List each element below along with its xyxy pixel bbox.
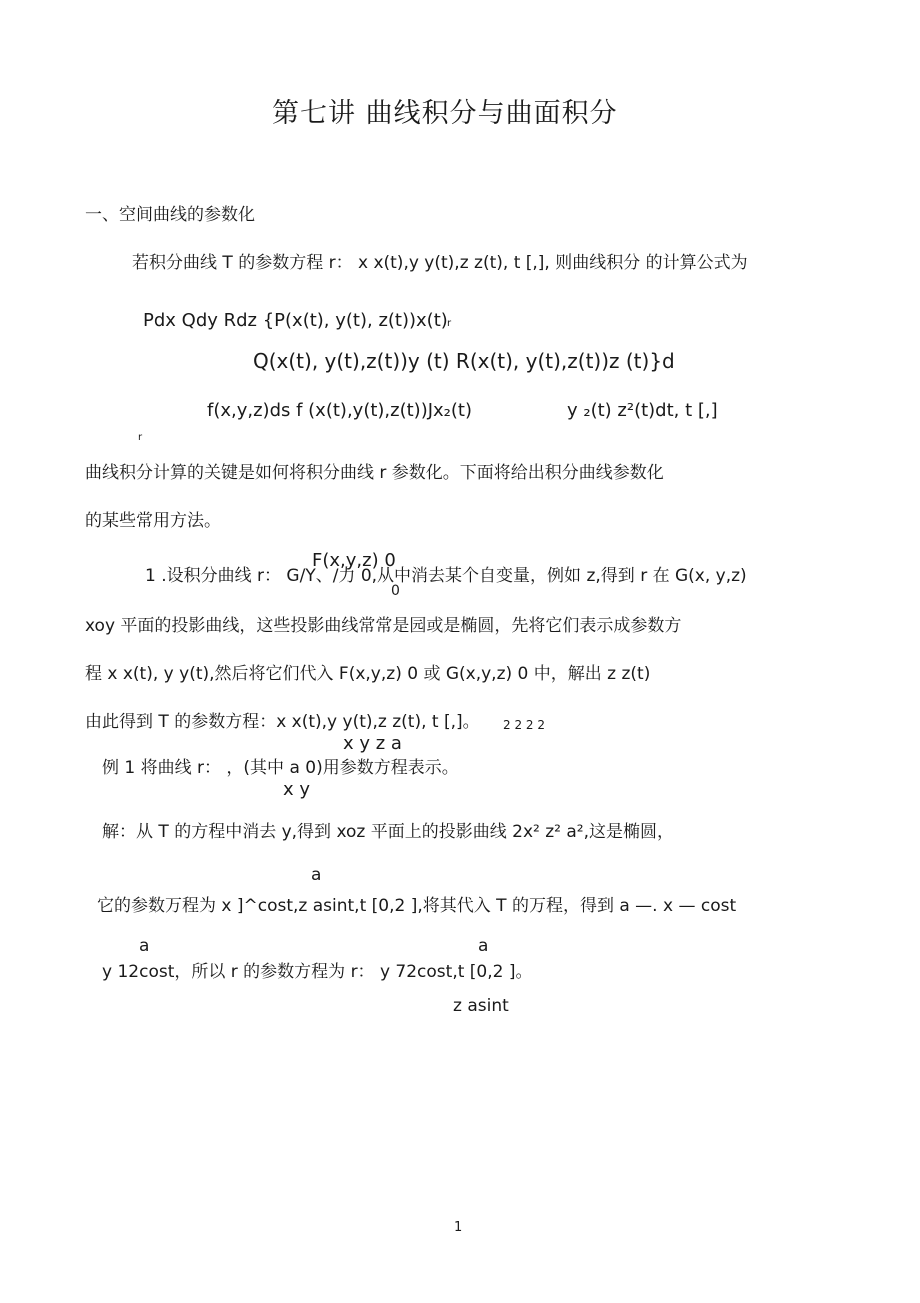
method1-paragraph-4: 由此得到 T 的参数方程：x x(t),y y(t),z z(t), t [,]。 [85, 712, 480, 732]
formula-line-1-subscript: r [447, 318, 452, 329]
solution-line-1: 解：从 T 的方程中消去 y,得到 xoz 平面上的投影曲线 2x² z² a²,这是椭圆， [102, 822, 675, 842]
intro-paragraph: 若积分曲线 T 的参数方程 r： x x(t),y y(t),z z(t), t [,], 则曲线积分 的计算公式为 [132, 253, 748, 273]
solution-a-2: a [139, 936, 150, 956]
method1-line: 1 .设积分曲线 r： G/Y、/力 0,从中消去某个自变量，例如 z,得到 r 在 G(x, y,z) [145, 566, 747, 586]
example1-line: 例 1 将曲线 r： ，(其中 a 0)用参数方程表示。 [102, 758, 459, 778]
formula-line-1: Pdx Qdy Rdz {P(x(t), y(t), z(t))x(t) [143, 310, 448, 331]
method1-paragraph-2: xoy 平面的投影曲线，这些投影曲线常常是园或是椭圆，先将它们表示成参数方 [85, 616, 682, 636]
example1-bottom: x y [283, 779, 311, 800]
solution-a-3: a [478, 936, 489, 956]
key-paragraph-line-2: 的某些常用方法。 [85, 511, 221, 531]
example1-top: x y z a [343, 733, 402, 754]
method1-fraction-bottom: 0 [391, 583, 400, 599]
formula-line-3-subscript: r [138, 432, 143, 443]
page-title: 第七讲 曲线积分与曲面积分 [272, 98, 618, 129]
solution-line-2: 它的参数万程为 x ]^cost,z asint,t [0,2 ],将其代入 T 的万程，得到 a —. x — cost [97, 896, 737, 916]
section-heading: 一、空间曲线的参数化 [85, 205, 255, 225]
formula-line-2: Q(x(t), y(t),z(t))y (t) R(x(t), y(t),z(t))z (t)}d [253, 349, 675, 373]
method1-superscripts: 2 2 2 2 [503, 718, 545, 732]
formula-line-3: f(x,y,z)ds f (x(t),y(t),z(t))Jx₂(t) [207, 400, 472, 421]
method1-paragraph-3: 程 x x(t), y y(t),然后将它们代入 F(x,y,z) 0 或 G(x,y,z) 0 中，解出 z z(t) [85, 664, 651, 684]
solution-line-3: y 12cost，所以 r 的参数方程为 r： y 72cost,t [0,2 ]。 [102, 962, 533, 982]
key-paragraph-line-1: 曲线积分计算的关键是如何将积分曲线 r 参数化。下面将给出积分曲线参数化 [85, 463, 664, 483]
page-number: 1 [454, 1220, 463, 1235]
solution-a-1: a [311, 865, 322, 885]
formula-line-3-right: y ₂(t) z²(t)dt, t [,] [567, 400, 718, 421]
solution-z: z asint [453, 996, 509, 1016]
method1-fraction-top: F(x,y,z) 0 [312, 550, 396, 571]
